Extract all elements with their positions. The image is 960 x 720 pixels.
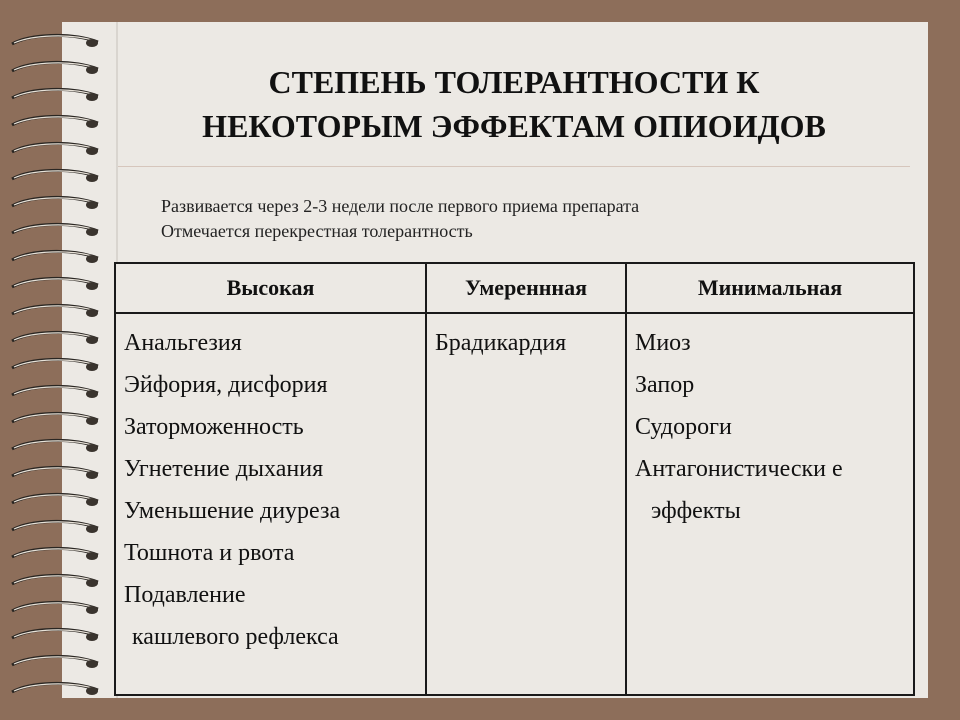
- binding-hole: [86, 228, 98, 236]
- list-item: Судороги: [635, 414, 732, 440]
- list-item: кашлевого рефлекса: [132, 624, 339, 650]
- binding-hole: [86, 552, 98, 560]
- binding-hole: [86, 174, 98, 182]
- binding-hole: [86, 255, 98, 263]
- list-item: Уменьшение диуреза: [124, 498, 341, 524]
- list-item: Эйфория, дисфория: [124, 372, 328, 398]
- binding-hole: [86, 282, 98, 290]
- list-item: Антагонистически е: [635, 456, 843, 482]
- cell-minimal: [626, 313, 914, 695]
- list-item: Запор: [635, 372, 695, 398]
- header-moderate: Умереннная: [426, 263, 626, 313]
- binding-hole: [86, 66, 98, 74]
- list-item: Заторможенность: [124, 414, 304, 440]
- table-row: [115, 313, 914, 695]
- list-item: Анальгезия: [124, 330, 242, 356]
- binding-hole: [86, 471, 98, 479]
- binding-hole: [86, 120, 98, 128]
- binding-hole: [86, 417, 98, 425]
- note-line-1: Развивается через 2-3 недели после первого приема препарата: [161, 196, 640, 216]
- list-item: Тошнота и рвота: [124, 540, 295, 566]
- binding-hole: [86, 687, 98, 695]
- binding-hole: [86, 525, 98, 533]
- tolerance-table: [114, 262, 915, 696]
- list-item: Подавление: [124, 582, 246, 608]
- binding-hole: [86, 579, 98, 587]
- list-item: Миоз: [635, 330, 691, 356]
- list-item: Угнетение дыхания: [124, 456, 324, 482]
- binding-hole: [86, 309, 98, 317]
- binding-hole: [86, 336, 98, 344]
- binding-hole: [86, 390, 98, 398]
- cell-moderate: [426, 313, 626, 695]
- binding-hole: [86, 606, 98, 614]
- list-item: Брадикардия: [435, 330, 567, 356]
- binding-hole: [86, 444, 98, 452]
- slide-title: [118, 60, 910, 148]
- title-line-2: НЕКОТОРЫМ ЭФФЕКТАМ ОПИОИДОВ: [202, 108, 826, 144]
- notes: [161, 194, 861, 244]
- title-line-1: СТЕПЕНЬ ТОЛЕРАНТНОСТИ К: [268, 64, 760, 100]
- binding-hole: [86, 93, 98, 101]
- header-minimal: Минимальная: [626, 263, 914, 313]
- binding-hole: [86, 660, 98, 668]
- binding-hole: [86, 498, 98, 506]
- spiral-binding-icon: [0, 22, 118, 698]
- cell-high: [115, 313, 426, 695]
- binding-hole: [86, 147, 98, 155]
- binding-hole: [86, 363, 98, 371]
- binding-hole: [86, 633, 98, 641]
- header-high: Высокая: [115, 263, 426, 313]
- header-rule: [118, 166, 910, 167]
- binding-hole: [86, 201, 98, 209]
- list-item: эффекты: [651, 498, 741, 524]
- note-line-2: Отмечается перекрестная толерантность: [161, 221, 473, 241]
- binding-hole: [86, 39, 98, 47]
- table-header-row: [115, 263, 914, 313]
